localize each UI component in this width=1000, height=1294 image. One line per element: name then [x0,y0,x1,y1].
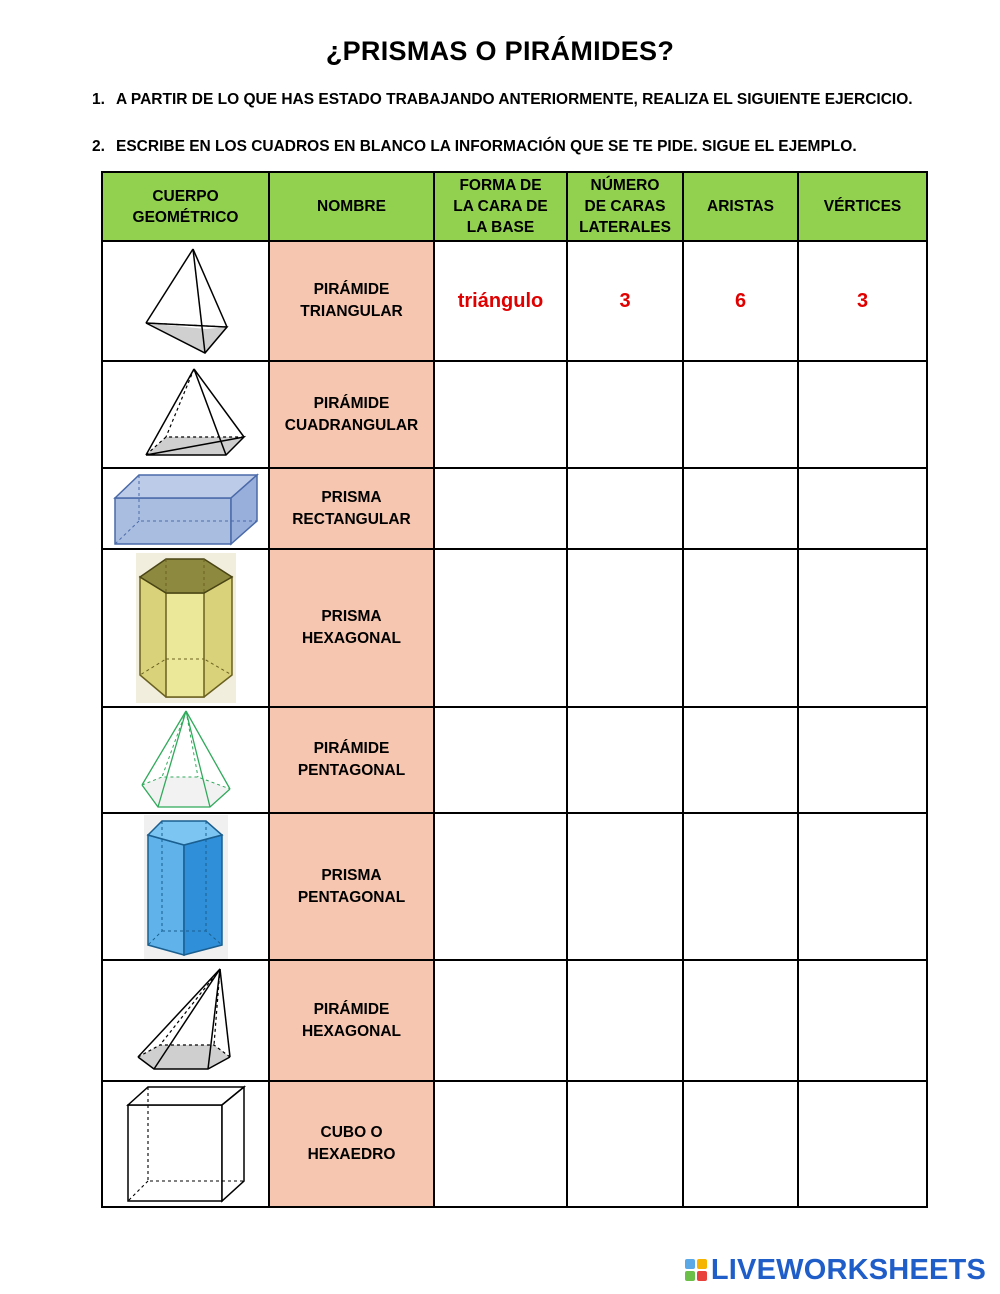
edges-cell[interactable] [683,549,798,707]
header-vertices: VÉRTICES [798,172,927,241]
edges-cell[interactable] [683,960,798,1081]
liveworksheets-logo-icon [685,1259,707,1281]
figure-name [269,361,434,468]
pentagonal-prism-icon [144,815,228,959]
name-line-1: PIRÁMIDE [313,1000,390,1018]
header-cuerpo: CUERPO GEOMÉTRICO [102,172,269,241]
table-row [102,1081,927,1207]
base-shape-cell[interactable] [434,960,567,1081]
edges-cell[interactable] [683,468,798,549]
base-shape-cell[interactable] [434,468,567,549]
figure-name [269,549,434,707]
triangular-pyramid-icon [131,243,241,359]
name-line-2: CUADRANGULAR [284,416,419,434]
instruction-number: 2. [92,138,105,155]
figure-cell [102,361,269,468]
base-shape-cell[interactable] [434,707,567,813]
table-row [102,960,927,1081]
logo-text: LIVEWORKSHEETS [710,1253,986,1286]
lateral-faces-cell[interactable]: 3 [567,241,683,361]
name-line-1: PIRÁMIDE [313,281,390,298]
lateral-faces-cell[interactable] [567,960,683,1081]
name-line-2: HEXAGONAL [301,630,402,647]
name-line-2: PENTAGONAL [297,888,406,906]
figure-name [269,1081,434,1207]
table-row [102,241,927,361]
base-shape-cell[interactable]: triángulo [434,241,567,361]
header-aristas: ARISTAS [683,172,798,241]
instruction-2 [92,135,916,158]
name-line-1: PRISMA [321,488,382,506]
figure-name [269,468,434,549]
vertices-cell[interactable]: 3 [798,241,927,361]
edges-cell[interactable] [683,361,798,468]
header-nombre: NOMBRE [269,172,434,241]
square-pyramid-icon [126,365,246,465]
liveworksheets-logo[interactable] [685,1253,986,1287]
figure-cell [102,707,269,813]
table-header-row [102,172,927,241]
table-row [102,361,927,468]
name-line-1: CUBO O [320,1124,383,1141]
vertices-cell[interactable] [798,468,927,549]
instruction-number: 1. [92,91,105,108]
figure-name [269,241,434,361]
vertices-cell[interactable] [798,960,927,1081]
name-line-2: PENTAGONAL [297,762,406,779]
base-shape-cell[interactable] [434,1081,567,1207]
rectangular-prism-icon [111,471,261,547]
base-shape-cell[interactable] [434,813,567,960]
lateral-faces-cell[interactable] [567,1081,683,1207]
name-line-2: TRIANGULAR [300,303,403,320]
figure-name [269,707,434,813]
page-title: ¿PRISMAS O PIRÁMIDES? [325,36,675,66]
edges-cell[interactable] [683,707,798,813]
vertices-cell[interactable] [798,361,927,468]
lateral-faces-cell[interactable] [567,468,683,549]
hexagonal-pyramid-icon [134,965,238,1077]
name-line-1: PRISMA [321,866,382,884]
header-caras-laterales: NÚMERO DE CARAS LATERALES [567,172,683,241]
cube-icon [124,1083,248,1205]
header-forma-base: FORMA DE LA CARA DE LA BASE [434,172,567,241]
figure-cell [102,241,269,361]
table-row [102,468,927,549]
table-row [102,813,927,960]
figure-name [269,813,434,960]
figure-cell [102,1081,269,1207]
figure-cell [102,813,269,960]
edges-cell[interactable] [683,1081,798,1207]
pentagonal-pyramid-icon [138,709,234,811]
figure-cell [102,468,269,549]
vertices-cell[interactable] [798,549,927,707]
name-line-1: PRISMA [321,608,382,625]
hexagonal-prism-icon [134,551,238,705]
name-line-2: RECTANGULAR [292,510,411,528]
geometry-table [101,171,928,1208]
name-line-1: PIRÁMIDE [313,740,390,757]
table-row [102,707,927,813]
table-row [102,549,927,707]
name-line-1: PIRÁMIDE [313,394,390,412]
figure-cell [102,960,269,1081]
base-shape-cell[interactable] [434,361,567,468]
base-shape-cell[interactable] [434,549,567,707]
lateral-faces-cell[interactable] [567,813,683,960]
vertices-cell[interactable] [798,1081,927,1207]
lateral-faces-cell[interactable] [567,361,683,468]
edges-cell[interactable]: 6 [683,241,798,361]
vertices-cell[interactable] [798,707,927,813]
edges-cell[interactable] [683,813,798,960]
figure-name [269,960,434,1081]
lateral-faces-cell[interactable] [567,707,683,813]
lateral-faces-cell[interactable] [567,549,683,707]
instruction-1 [92,88,916,111]
figure-cell [102,549,269,707]
instruction-text: ESCRIBE EN LOS CUADROS EN BLANCO LA INFORMACIÓN QUE SE TE PIDE. SIGUE EL EJEMPLO. [116,138,857,155]
instruction-text: A PARTIR DE LO QUE HAS ESTADO TRABAJANDO ANTERIORMENTE, REALIZA EL SIGUIENTE EJERCICIO. [116,91,913,108]
name-line-2: HEXAEDRO [307,1146,396,1163]
name-line-2: HEXAGONAL [301,1022,402,1040]
vertices-cell[interactable] [798,813,927,960]
